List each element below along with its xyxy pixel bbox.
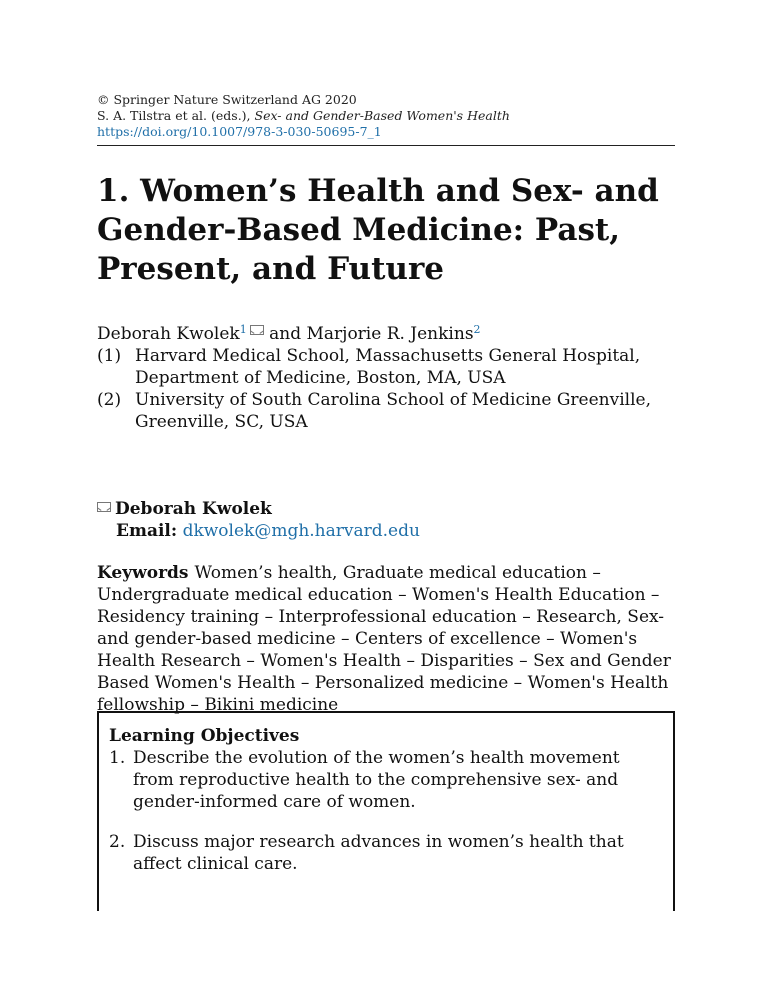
objective-item: [109, 831, 661, 875]
author-name: Marjorie R. Jenkins: [306, 324, 474, 344]
corresponding-name-row: [97, 498, 675, 520]
email-row: [97, 520, 675, 542]
chapter-page: [97, 92, 675, 716]
affiliation-item: [97, 389, 675, 433]
learning-objectives-heading: Learning Objectives: [109, 726, 300, 746]
objectives-list: [109, 747, 661, 875]
envelope-icon: [97, 502, 111, 512]
affiliation-item: [97, 345, 675, 389]
email-link[interactable]: dkwolek@mgh.harvard.edu: [182, 521, 420, 541]
objective-text: Discuss major research advances in women’s health that affect clinical care.: [133, 832, 624, 874]
citation-prefix: S. A. Tilstra et al. (eds.),: [97, 108, 255, 123]
affiliation-number: (1): [97, 346, 122, 366]
objective-number: 1.: [109, 748, 126, 768]
copyright-line: © Springer Nature Switzerland AG 2020: [97, 92, 357, 107]
citation-line: [97, 108, 675, 124]
envelope-icon[interactable]: [250, 325, 264, 335]
affiliation-ref-link[interactable]: 1: [239, 323, 247, 336]
publication-header: [97, 92, 675, 140]
author-name: Deborah Kwolek: [97, 324, 240, 344]
objective-item: [109, 747, 661, 813]
doi-link[interactable]: https://doi.org/10.1007/978-3-030-50695-7_1: [97, 124, 382, 139]
header-divider: [97, 145, 675, 146]
chapter-title: 1. Women’s Health and Sex- and Gender-Based Medicine: Past, Present, and Future: [97, 173, 659, 287]
affiliation-text: Harvard Medical School, Massachusetts General Hospital, Department of Medicine, Boston, MA, USA: [135, 346, 641, 388]
keywords-text: Women’s health, Graduate medical education – Undergraduate medical education – Women's Health Education – Residency training – Interprofessional education – Research, Sex- and gender-based medicine – Centers of excellence – Women's Health Research – Women's Health – Disparities – Sex and Gender Based Women's Health – Personalized medicine – Women's Health fellowship – Bikini medicine: [97, 563, 671, 715]
objective-text: Describe the evolution of the women’s health movement from reproductive health to the comprehensive sex- and gender-informed care of women.: [133, 748, 620, 812]
keywords-section: [97, 562, 675, 716]
objective-number: 2.: [109, 832, 126, 852]
learning-objectives-box: [97, 711, 675, 911]
affiliation-ref-link[interactable]: 2: [473, 323, 481, 336]
corresponding-author: [97, 498, 675, 542]
keywords-label: Keywords: [97, 563, 189, 583]
author-line: [97, 319, 675, 345]
email-label: Email:: [116, 521, 178, 541]
author-connector: and: [263, 324, 307, 344]
affiliation-list: [97, 345, 675, 433]
affiliation-text: University of South Carolina School of Medicine Greenville, Greenville, SC, USA: [135, 390, 651, 432]
affiliation-number: (2): [97, 390, 122, 410]
corresponding-name: Deborah Kwolek: [115, 499, 272, 519]
book-title: Sex- and Gender-Based Women's Health: [254, 108, 510, 123]
